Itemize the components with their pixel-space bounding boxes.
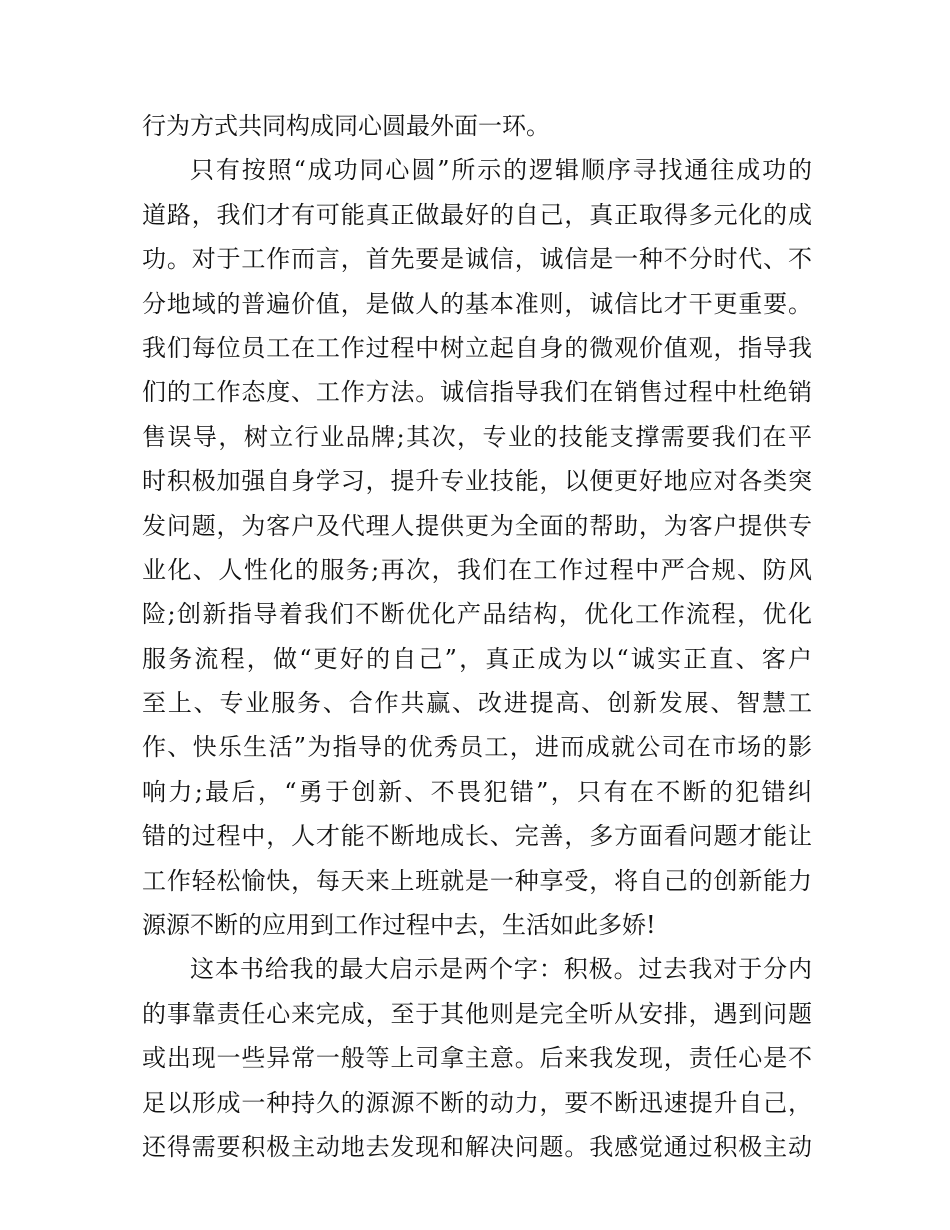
paragraph: [142, 947, 812, 1169]
text-line: 至上、专业服务、合作共赢、改进提高、创新发展、智慧工: [142, 689, 812, 718]
text-line: 这本书给我的最大启示是两个字：积极。过去我对于分内: [190, 955, 812, 984]
text-line: 分地域的普遍价值，是做人的基本准则，诚信比才干更重要。: [142, 289, 812, 318]
text-line: 时积极加强自身学习，提升专业技能，以便更好地应对各类突: [142, 467, 812, 496]
text-line: 或出现一些异常一般等上司拿主意。后来我发现，责任心是不: [142, 1044, 812, 1073]
text-line: 的事靠责任心来完成，至于其他则是完全听从安排，遇到问题: [142, 999, 812, 1028]
text-line: 错的过程中，人才能不断地成长、完善，多方面看问题才能让: [142, 822, 812, 851]
text-line: 还得需要积极主动地去发现和解决问题。我感觉通过积极主动: [142, 1132, 812, 1161]
text-line: 业化、人性化的服务;再次，我们在工作过程中严合规、防风: [142, 555, 812, 584]
text-line: 作、快乐生活”为指导的优秀员工，进而成就公司在市场的影: [142, 733, 812, 762]
text-line: 源源不断的应用到工作过程中去，生活如此多娇!: [142, 911, 656, 940]
text-line: 工作轻松愉快，每天来上班就是一种享受，将自己的创新能力: [142, 866, 812, 895]
text-line: 险;创新指导着我们不断优化产品结构，优化工作流程，优化: [142, 600, 812, 629]
text-line: 发问题，为客户及代理人提供更为全面的帮助，为客户提供专: [142, 511, 812, 540]
text-line: 足以形成一种持久的源源不断的动力，要不断迅速提升自己，: [142, 1088, 812, 1117]
text-line: 响力;最后，“勇于创新、不畏犯错”，只有在不断的犯错纠: [142, 777, 812, 806]
text-line: 们的工作态度、工作方法。诚信指导我们在销售过程中杜绝销: [142, 378, 812, 407]
text-line: 功。对于工作而言，首先要是诚信，诚信是一种不分时代、不: [142, 245, 812, 274]
text-line: 道路，我们才有可能真正做最好的自己，真正取得多元化的成: [142, 200, 812, 229]
text-line: 服务流程，做“更好的自己”，真正成为以“诚实正直、客户: [142, 644, 812, 673]
paragraph: [142, 148, 812, 947]
text-line: 我们每位员工在工作过程中树立起自身的微观价值观，指导我: [142, 333, 812, 362]
body-text: [142, 104, 812, 1169]
text-line: 行为方式共同构成同心圆最外面一环。: [142, 112, 550, 140]
text-line: 售误导，树立行业品牌;其次，专业的技能支撑需要我们在平: [142, 422, 812, 451]
text-line: 只有按照“成功同心圆”所示的逻辑顺序寻找通往成功的: [190, 156, 812, 185]
paragraph: [142, 104, 812, 148]
